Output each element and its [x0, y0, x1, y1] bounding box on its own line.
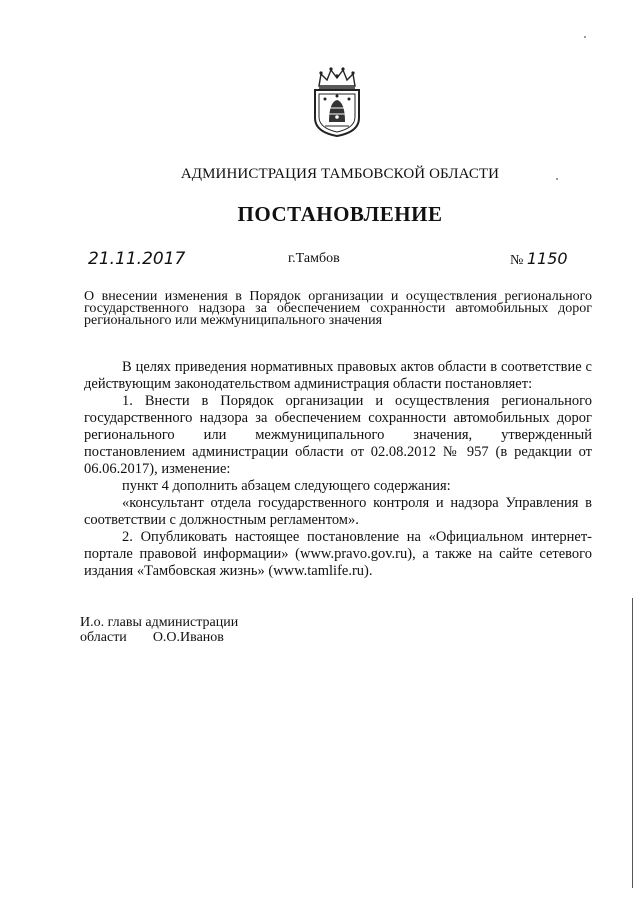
document-city: г.Тамбов [288, 251, 340, 266]
signer-position-line2 [80, 630, 238, 645]
signer-position-region: области [80, 630, 127, 645]
item-2-paragraph: 2. Опубликовать настоящее постановление на «Официальном интернет-портале правовой информации» (www.pravo.gov.ru), а также на сайте сетевого издания «Тамбовская жизнь» (www.tamlife.ru). [84, 529, 592, 579]
document-subject: О внесении изменения в Порядок организации и осуществления регионального государственного надзора за обеспечением сохранности автомобильных дорог регионального или межмуниципального значения [84, 289, 592, 328]
signature-block [80, 615, 238, 645]
scan-speck [556, 178, 558, 180]
item-1-paragraph: 1. Внести в Порядок организации и осуществления регионального государственного надзора за обеспечением сохранности автомобильных дорог регионального или межмуниципального значения, утвержденный постановлением администрации области от 02.08.2012 № 957 (в редакции от 06.06.2017), изменение: [84, 393, 592, 477]
document-number [510, 249, 568, 269]
document-type-title: ПОСТАНОВЛЕНИЕ [237, 202, 443, 226]
scan-edge-line [632, 598, 633, 888]
coat-of-arms-icon [307, 66, 367, 138]
item-1-sub-paragraph: пункт 4 дополнить абзацем следующего содержания: [122, 478, 451, 494]
item-1-quote-paragraph: «консультант отдела государственного контроля и надзора Управления в соответствии с должностным регламентом». [84, 495, 592, 528]
number-value: 1150 [526, 249, 568, 268]
intro-paragraph: В целях приведения нормативных правовых актов области в соответствие с действующим законодательством администрация области постановляет: [84, 359, 592, 392]
signer-name: О.О.Иванов [152, 630, 224, 645]
signer-position-line1: И.о. главы администрации [80, 615, 239, 630]
organization-title: АДМИНИСТРАЦИЯ ТАМБОВСКОЙ ОБЛАСТИ [180, 166, 500, 182]
scan-speck [584, 36, 586, 38]
number-prefix: № [510, 253, 524, 268]
document-body [84, 359, 592, 580]
document-date: 21.11.2017 [88, 249, 186, 269]
